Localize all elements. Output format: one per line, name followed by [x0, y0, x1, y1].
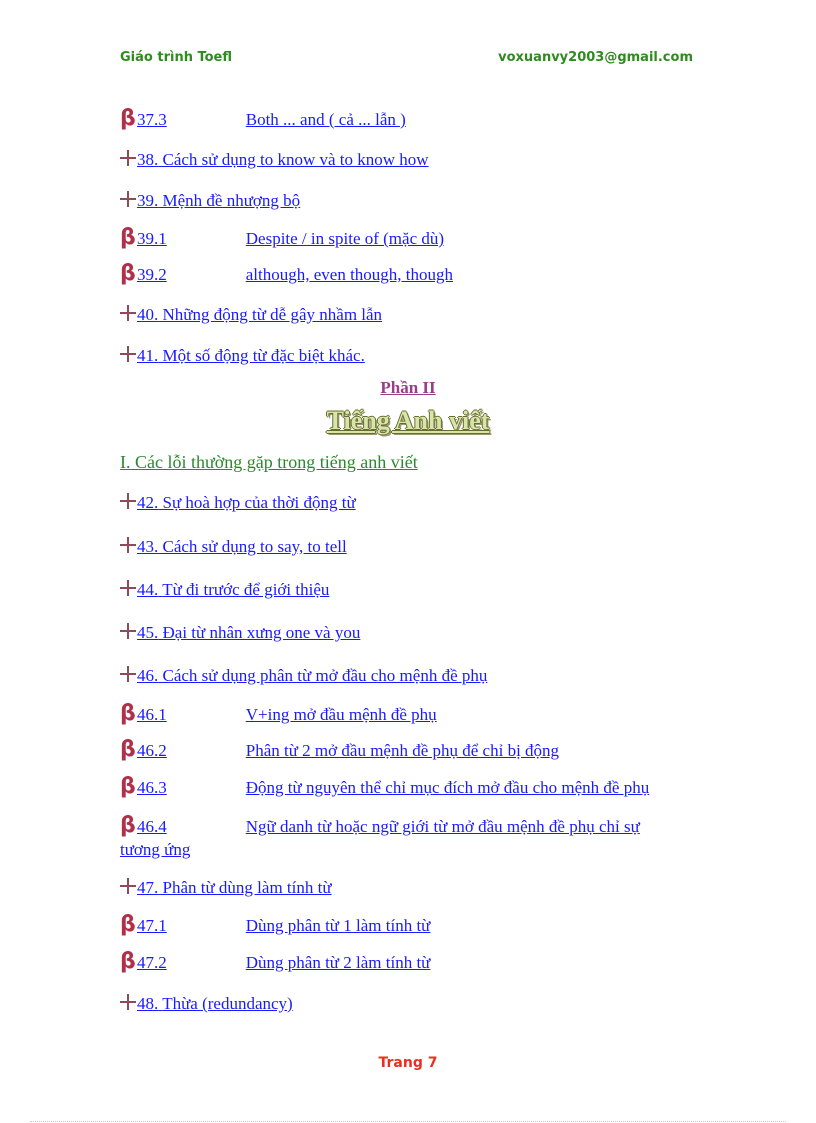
- toc-item-39-1[interactable]: [120, 225, 445, 250]
- cross-bullet-icon: [120, 878, 137, 894]
- beta-bullet-icon: β: [120, 737, 136, 762]
- toc-item-46-3[interactable]: [120, 774, 650, 799]
- beta-bullet-icon: β: [120, 774, 136, 799]
- toc-link[interactable]: 48. Thừa (redundancy): [137, 994, 293, 1013]
- beta-bullet-icon: β: [120, 261, 136, 286]
- cross-bullet-icon: [120, 150, 137, 166]
- cross-bullet-icon: [120, 191, 137, 207]
- toc-item-48[interactable]: [120, 994, 293, 1014]
- cross-bullet-icon: [120, 623, 137, 639]
- toc-link[interactable]: 45. Đại từ nhân xưng one và you: [137, 623, 361, 642]
- header-title: Giáo trình Toefl: [120, 50, 232, 65]
- cross-bullet-icon: [120, 537, 137, 553]
- beta-bullet-icon: β: [120, 701, 136, 726]
- toc-item-45[interactable]: [120, 623, 360, 643]
- toc-item-38[interactable]: [120, 150, 429, 170]
- toc-item-39-2[interactable]: [120, 261, 454, 286]
- toc-item-47-1[interactable]: [120, 912, 431, 937]
- beta-bullet-icon: β: [120, 949, 136, 974]
- part-title: Tiếng Anh viết: [326, 406, 490, 435]
- part-label: Phần II: [380, 378, 436, 397]
- beta-bullet-icon: β: [120, 225, 136, 250]
- toc-link[interactable]: 46. Cách sử dụng phân từ mở đầu cho mệnh đề phụ: [137, 666, 488, 685]
- section-heading-link[interactable]: I. Các lỗi thường gặp trong tiếng anh viết: [120, 452, 418, 472]
- toc-link[interactable]: 47.1 Dùng phân từ 1 làm tính từ: [137, 916, 431, 935]
- toc-item-41[interactable]: [120, 346, 365, 366]
- toc-item-47-2[interactable]: [120, 949, 431, 974]
- header-email: voxuanvy2003@gmail.com: [498, 50, 693, 65]
- toc-link[interactable]: 47. Phân từ dùng làm tính từ: [137, 878, 332, 897]
- toc-item-43[interactable]: [120, 537, 347, 557]
- beta-bullet-icon: β: [120, 912, 136, 937]
- toc-link[interactable]: 39.2 although, even though, though: [137, 265, 454, 284]
- toc-link[interactable]: 46.1 V+ing mở đầu mệnh đề phụ: [137, 705, 437, 724]
- toc-item-46-4[interactable]: [120, 814, 665, 861]
- beta-bullet-icon: β: [120, 813, 136, 838]
- toc-link[interactable]: 42. Sự hoà hợp của thời động từ: [137, 493, 356, 512]
- toc-link[interactable]: 46.3 Động từ nguyên thể chỉ mục đích mở đầu cho mệnh đề phụ: [137, 778, 650, 797]
- toc-item-40[interactable]: [120, 305, 382, 325]
- cross-bullet-icon: [120, 305, 137, 321]
- page-bottom-divider: [30, 1121, 786, 1122]
- cross-bullet-icon: [120, 994, 137, 1010]
- toc-item-42[interactable]: [120, 493, 356, 513]
- toc-link[interactable]: 43. Cách sử dụng to say, to tell: [137, 537, 347, 556]
- toc-item-46[interactable]: [120, 666, 487, 686]
- toc-link[interactable]: 47.2 Dùng phân từ 2 làm tính từ: [137, 953, 431, 972]
- toc-link[interactable]: 46.2 Phân từ 2 mở đầu mệnh đề phụ để chỉ bị động: [137, 741, 560, 760]
- toc-link[interactable]: 44. Từ đi trước để giới thiệu: [137, 580, 330, 599]
- cross-bullet-icon: [120, 493, 137, 509]
- toc-item-47[interactable]: [120, 878, 332, 898]
- cross-bullet-icon: [120, 580, 137, 596]
- toc-link[interactable]: 41. Một số động từ đặc biệt khác.: [137, 346, 365, 365]
- page-number: Trang 7: [378, 1055, 438, 1071]
- toc-link[interactable]: 40. Những động từ dễ gây nhầm lẫn: [137, 305, 383, 324]
- toc-link[interactable]: 46.4 Ngữ danh từ hoặc ngữ giới từ mở đầu mệnh đề phụ chỉ sự tương ứng: [120, 817, 640, 859]
- toc-link[interactable]: 38. Cách sử dụng to know và to know how: [137, 150, 429, 169]
- toc-item-46-1[interactable]: [120, 701, 437, 726]
- toc-item-37-3[interactable]: [120, 106, 406, 131]
- toc-item-39[interactable]: [120, 191, 300, 211]
- cross-bullet-icon: [120, 666, 137, 682]
- beta-bullet-icon: β: [120, 106, 136, 131]
- toc-item-46-2[interactable]: [120, 737, 560, 762]
- toc-link[interactable]: 39.1 Despite / in spite of (mặc dù): [137, 229, 445, 248]
- toc-link[interactable]: 39. Mệnh đề nhượng bộ: [137, 191, 301, 210]
- toc-item-44[interactable]: [120, 580, 329, 600]
- toc-link[interactable]: 37.3 Both ... and ( cả ... lẫn ): [137, 110, 406, 129]
- cross-bullet-icon: [120, 346, 137, 362]
